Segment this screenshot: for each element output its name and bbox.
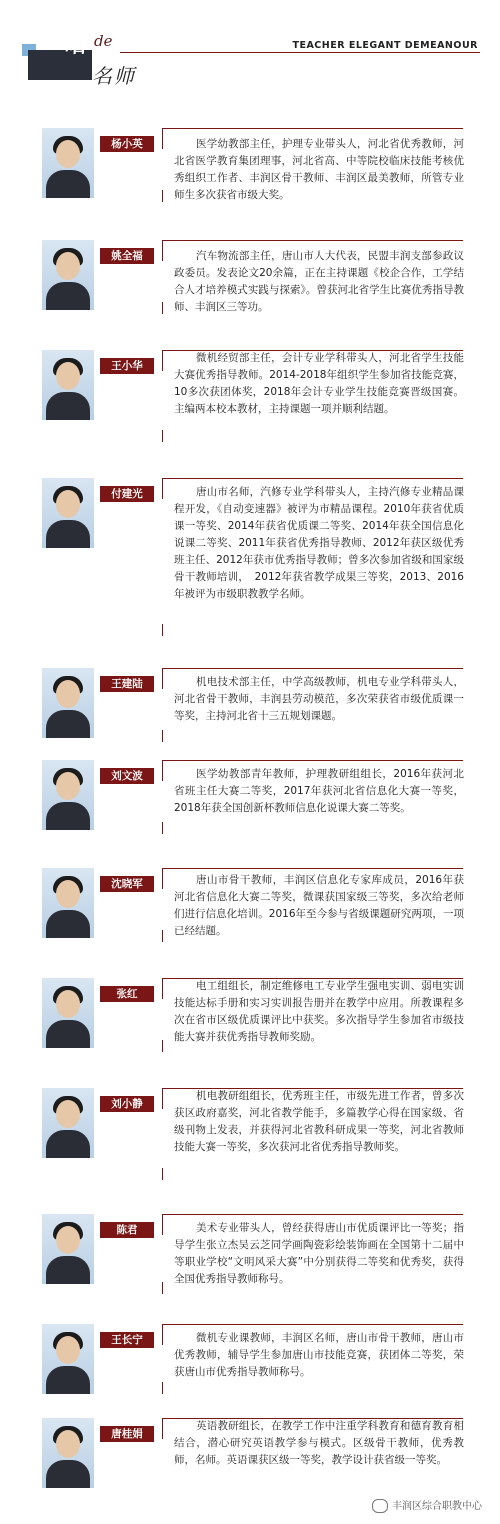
teacher-name: 唐桂娟 <box>100 1426 154 1442</box>
teacher-name: 刘小静 <box>100 1096 154 1112</box>
teacher-photo <box>42 350 94 420</box>
teacher-description: 汽车物流部主任，唐山市人大代表，民盟丰润支部参政议政委员。发表论文20余篇，正在主持课题《校企合作，工学结合人才培养模式实践与探索》。曾获河北省学生比赛优秀指导教师、丰润区三等功。 <box>174 250 464 313</box>
teacher-description: 医学幼教部主任，护理专业带头人，河北省优秀教师，河北省医学教育集团理事，河北省高、中等院校临床技能考核优秀组织工作者、丰润区骨干教师、丰润区最美教师，所管专业师生多次获省市级大奖。 <box>174 138 464 201</box>
teacher-photo <box>42 868 94 938</box>
footer-text: 丰润区综合职教中心 <box>392 1501 482 1512</box>
teacher-description: 医学幼教部青年教师，护理教研组组长，2016年获河北省班主任大赛二等奖，2017年获河北省信息化大赛一等奖，2018年获全国创新杯教师信息化说课大赛二等奖。 <box>174 768 464 814</box>
teacher-name: 姚全福 <box>100 248 154 264</box>
brand-subtitle: 名师 <box>92 64 136 88</box>
teacher-description: 微机经贸部主任，会计专业学科带头人，河北省学生技能大赛优秀指导教师。2014-2018年组织学生参加省技能竞赛，10多次获团体奖，2018年会计专业学生技能竞赛晋级国赛。主编两本校本教材，主持课题一项并顺利结题。 <box>174 352 464 415</box>
footer-watermark <box>372 1497 482 1513</box>
teacher-photo <box>42 478 94 548</box>
teacher-name: 陈君 <box>100 1222 154 1238</box>
brand-de: de <box>94 32 113 50</box>
teacher-description: 美术专业带头人，曾经获得唐山市优质课评比一等奖；指导学生张立杰吴云芝同学画陶瓷彩绘装饰画在全国第十二届中等职业学校“文明风采大赛”中分别获得二等奖和优秀奖，获得全国优秀指导教师称号。 <box>174 1222 464 1285</box>
teacher-name: 杨小英 <box>100 136 154 152</box>
page-header <box>0 0 500 100</box>
teacher-name: 王长宁 <box>100 1332 154 1348</box>
teacher-photo <box>42 1324 94 1394</box>
teacher-photo <box>42 240 94 310</box>
teacher-name: 王小华 <box>100 358 154 374</box>
bracket-foot <box>162 730 163 742</box>
wechat-icon <box>372 1499 388 1513</box>
bracket-foot <box>162 1382 163 1394</box>
teacher-photo <box>42 128 94 198</box>
bracket-foot <box>162 1168 163 1180</box>
brand-title: 咱 <box>64 32 87 58</box>
teacher-description: 微机专业课教师，丰润区名师，唐山市骨干教师，唐山市优秀教师，辅导学生参加唐山市技能竞赛，获团体二等奖，荣获唐山市优秀指导教师称号。 <box>174 1332 464 1378</box>
teacher-photo <box>42 668 94 738</box>
teacher-photo <box>42 1214 94 1284</box>
teacher-name: 刘文波 <box>100 768 154 784</box>
teacher-photo <box>42 1088 94 1158</box>
teacher-description: 电工组组长，制定维修电工专业学生强电实训、弱电实训技能达标手册和实习实训报告册并在教学中应用。所教课程多次在省市区级优质课评比中获奖。多次指导学生参加省市级技能大赛并获优秀指导教师奖励。 <box>174 980 464 1043</box>
teacher-description: 机电教研组组长，优秀班主任，市级先进工作者，曾多次获区政府嘉奖，河北省教学能手，多篇教学心得在国家级、省级刊物上发表，并获得河北省教科研成果一等奖，河北省教师技能大赛一等奖，多次获河北省优秀指导教师奖。 <box>174 1090 464 1153</box>
bracket-foot <box>162 190 163 202</box>
teacher-name: 张红 <box>100 986 154 1002</box>
bracket-foot <box>162 930 163 942</box>
header-english-title: TEACHER ELEGANT DEMEANOUR <box>292 40 478 51</box>
bracket-foot <box>162 1282 163 1294</box>
teacher-description: 唐山市名师，汽修专业学科带头人，主持汽修专业精品课程开发，《自动变速器》被评为市精品课程。2010年获省优质课一等奖、2014年获省优质课二等奖、2014年获全国信息化说课二等奖、2011年获省优秀指导教师、2012年获区级优秀班主任、2012年获市优秀指导教师；曾多次参加省级和国家级骨干教师培训， 2012年获省教学成果三等奖，2013、2016年被评为市级职教教学名师。 <box>174 486 464 600</box>
teacher-name: 沈晓军 <box>100 876 154 892</box>
header-divider <box>120 52 480 53</box>
bracket-foot <box>162 624 163 636</box>
teacher-description: 机电技术部主任，中学高级教师，机电专业学科带头人，河北省骨干教师，丰润县劳动模范，多次荣获省市级优质课一等奖，主持河北省十三五规划课题。 <box>174 676 464 722</box>
teacher-photo <box>42 978 94 1048</box>
teacher-name: 王建陆 <box>100 676 154 692</box>
bracket-foot <box>162 430 163 442</box>
teacher-photo <box>42 1418 94 1488</box>
teacher-name: 付建光 <box>100 486 154 502</box>
bracket-foot <box>162 302 163 314</box>
teacher-photo <box>42 760 94 830</box>
teacher-description: 英语教研组长，在教学工作中注重学科教育和德育教育相结合，潜心研究英语教学参与模式。区级骨干教师，优秀教师，名师。英语课获区级一等奖，教学设计获省级一等奖。 <box>174 1420 464 1466</box>
bracket-foot <box>162 822 163 834</box>
bracket-foot <box>162 1040 163 1052</box>
teacher-description: 唐山市骨干教师，丰润区信息化专家库成员，2016年获河北省信息化大赛二等奖，微课获国家级三等奖，多次给老师们进行信息化培训。2016年至今参与省级课题研究两项，一项已经结题。 <box>174 874 464 937</box>
